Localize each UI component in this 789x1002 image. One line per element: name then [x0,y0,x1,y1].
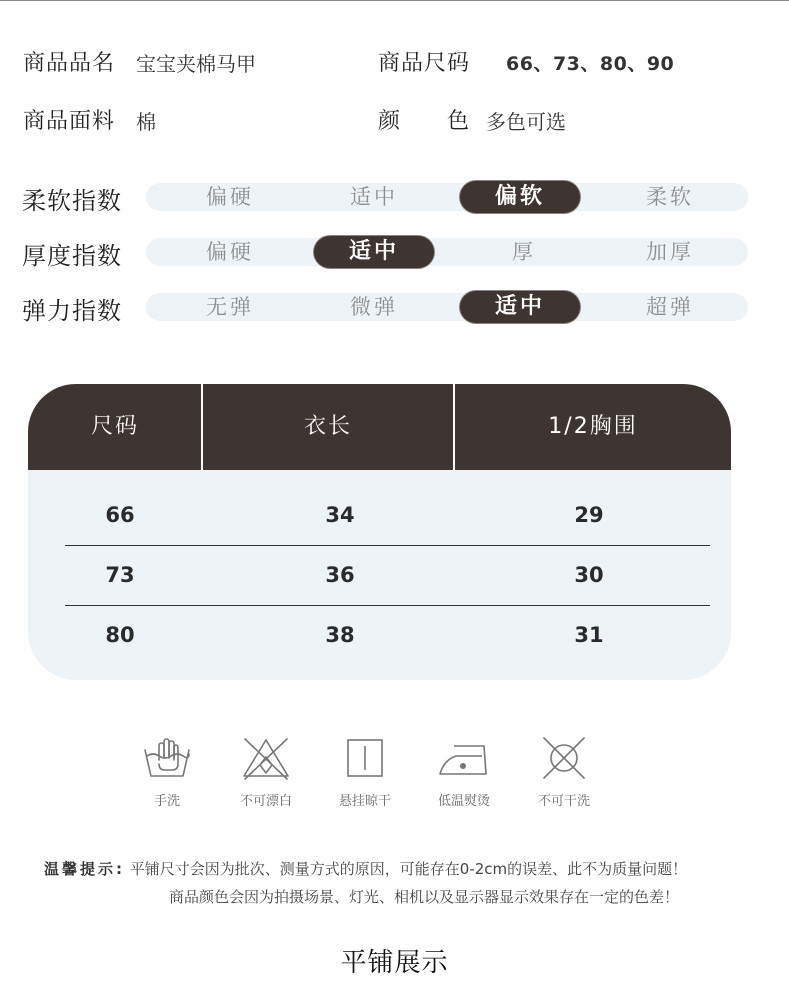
size-header-length: 衣长 [303,414,352,439]
care-item-hand-wash [127,736,207,809]
section-title: 平铺展示 [340,948,449,978]
length-cell: 36 [325,563,355,587]
index-label: 柔软指数 [22,187,122,215]
index-label: 厚度指数 [22,242,122,270]
hang-dry-icon [339,736,391,780]
length-cell: 34 [325,503,355,527]
size-cell: 80 [105,623,135,647]
product-color-label: 颜 色 [378,109,471,134]
hand-wash-icon [141,736,193,780]
low-iron-icon [436,736,492,780]
index-option: 加厚 [646,240,694,264]
index-scale [146,238,748,266]
index-scale [146,183,748,211]
index-option-selected: 适中 [314,236,434,268]
index-option: 偏硬 [206,240,254,264]
size-cell: 73 [105,563,135,587]
size-table [28,384,731,680]
softness-index-row [22,178,752,214]
chest-cell: 29 [574,503,604,527]
product-fabric-label: 商品面料 [23,109,116,134]
care-item-no-bleach [226,736,306,809]
care-item-low-iron [424,736,504,809]
care-label: 不可干洗 [537,794,590,809]
tip-text-1: 平铺尺寸会因为批次、测量方式的原因，可能存在0-2cm的误差、此不为质量问题！ [129,860,688,878]
size-header-size: 尺码 [90,414,139,439]
index-option: 超弹 [646,295,694,319]
product-size-value: 66、73、80、90 [506,53,675,75]
index-label: 弹力指数 [22,297,122,325]
product-name-value: 宝宝夹棉马甲 [136,52,256,76]
care-item-no-tumble-dry [524,736,604,809]
no-tumble-dry-icon [538,736,590,780]
size-cell: 66 [105,503,135,527]
index-option-selected: 偏软 [460,181,580,213]
row-divider [65,605,710,606]
index-option: 适中 [350,185,398,209]
tip-text-2: 商品颜色会因为拍摄场景、灯光、相机以及显示器显示效果存在一定的色差！ [169,888,680,906]
index-option-selected: 适中 [460,291,580,323]
product-color-value: 多色可选 [486,110,566,134]
thickness-index-row [22,233,752,269]
elasticity-index-row [22,288,752,324]
care-label: 手洗 [153,794,180,809]
chest-cell: 31 [574,623,604,647]
care-label: 低温熨烫 [437,794,490,809]
row-divider [65,545,710,546]
index-option: 偏硬 [206,185,254,209]
care-item-hang-dry [325,736,405,809]
size-table-header [28,384,731,470]
size-header-chest: 1/2胸围 [548,414,638,439]
tip-title: 温馨提示: [44,860,125,878]
care-label: 不可漂白 [239,794,292,809]
top-divider [0,0,789,1]
index-option: 微弹 [350,295,398,319]
index-option: 无弹 [206,295,254,319]
product-fabric-value: 棉 [136,110,156,134]
tip-line-1 [44,858,687,879]
care-label: 悬挂晾干 [338,794,391,809]
product-size-label: 商品尺码 [378,51,471,76]
index-scale [146,293,748,321]
index-option: 厚 [512,240,536,264]
index-option: 柔软 [646,185,694,209]
no-bleach-icon [240,736,292,780]
chest-cell: 30 [574,563,604,587]
product-name-label: 商品品名 [23,51,116,76]
length-cell: 38 [325,623,355,647]
